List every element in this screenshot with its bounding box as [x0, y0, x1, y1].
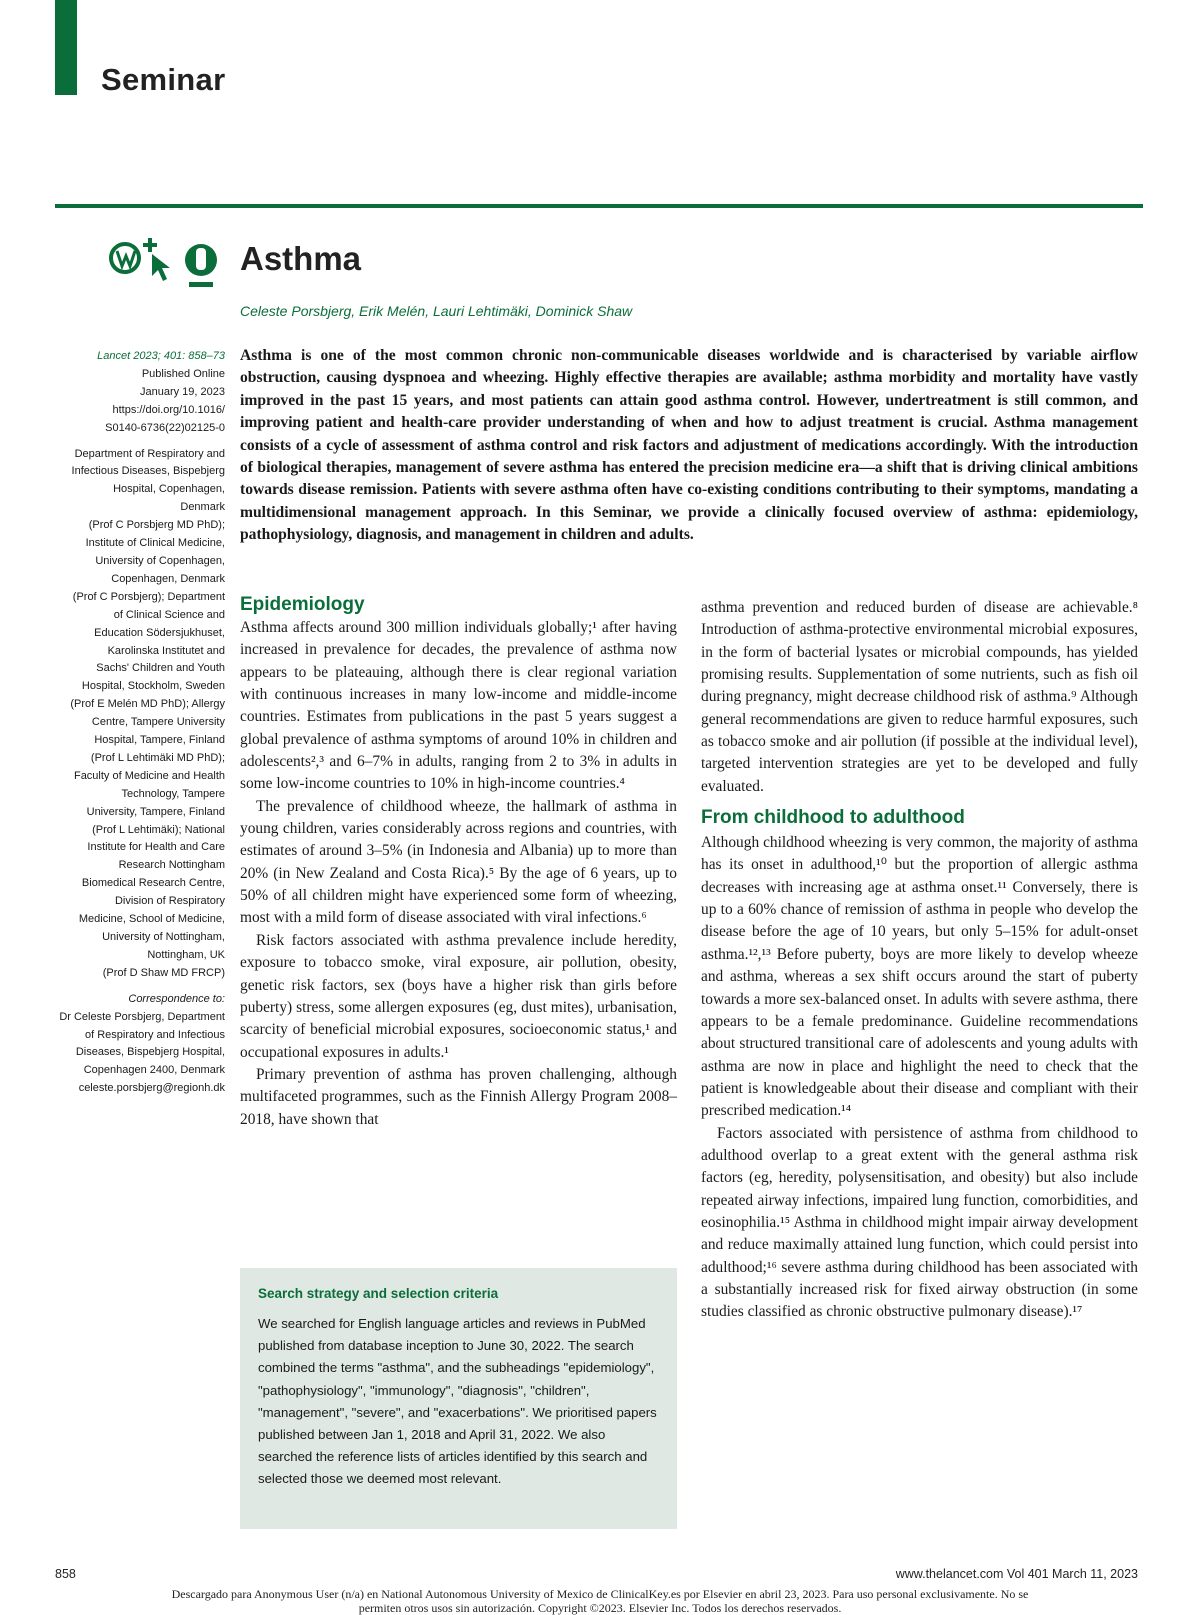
open-access-icon [111, 238, 157, 272]
paragraph: Factors associated with persistence of asthma from childhood to adulthood overlap to a great extent with the general asthma risk factors (eg, heredity, polysensitisation, and obesity) but also include repeated airway infections, impaired lung function, comorbidities, and eosinophilia.¹⁵ Asthma in childhood might impair airway development and reduce maximally attained lung function, which could persist into adulthood;¹⁶ severe asthma during childhood has been associated with a substantially increased risk for fixed airway obstruction (in some studies classified as chronic obstructive pulmonary disease).¹⁷ [701, 1124, 1138, 1321]
header-rule [55, 204, 1143, 208]
citation: Lancet 2023; 401: 858–73 [97, 350, 225, 362]
cursor-icon [152, 254, 170, 281]
sidebar-metadata [44, 348, 225, 1098]
published-date: January 19, 2023 [139, 385, 225, 398]
email-link[interactable]: celeste.porsbjerg@regionh.dk [78, 1082, 225, 1095]
paragraph: The prevalence of childhood wheeze, the hallmark of asthma in young children, varies considerably across regions and countries, with estimates of around 3–5% (in Indonesia and Albania) up to more than 20% (in New Zealand and Costa Rica).⁵ By the age of 6 years, up to 50% of all children might have experienced some form of wheezing, most with a mild form of disease associated with viral infections.⁶ [240, 797, 677, 927]
section-heading-epidemiology: Epidemiology [240, 594, 365, 615]
crossmark-icon [185, 244, 217, 287]
header-accent-bar [55, 0, 77, 95]
column-right [701, 597, 1138, 1324]
panel-title: Search strategy and selection criteria [258, 1286, 499, 1301]
paragraph: Asthma affects around 300 million individuals globally;¹ after having increased in prevalence for decades, the prevalence of asthma now appears to be plateauing, although there is clear regional variation with continuous increases in many low-income and middle-income countries. Estimates from publications in the past 5 years suggest a global prevalence of asthma symptoms of around 10% in children and adolescents²,³ and 6–7% in adults, ranging from 2 to 3% in adults in some low-income countries to 10% in high-income countries.⁴ [240, 619, 677, 793]
paragraph: Risk factors associated with asthma prevalence include heredity, exposure to tobacco smoke, viral exposure, air pollution, obesity, genetic risk factors, sex (boys have a higher risk than girls before puberty) stress, some allergen exposures (eg, dust mites), urbanisation, scarcity of beneficial microbial exposures, socioeconomic status,¹ and occupational exposures in adults.¹ [240, 931, 677, 1061]
journal-reference: www.thelancet.com Vol 401 March 11, 2023 [895, 1567, 1138, 1581]
section-heading-childhood: From childhood to adulthood [701, 807, 965, 829]
download-notice: Descargado para Anonymous User (n/a) en National Autonomous University of Mexico de ClinicalKey.es por Elsevier en abril 23, 2023. Para uso personal exclusivamente. No se permiten otros usos sin autorización. Copyright ©2023. Elsevier Inc. Todos los derechos reservados. [171, 1587, 1029, 1615]
affiliations: Department of Respiratory and Infectious Diseases, Bispebjerg Hospital, Copenhagen, Denmark (Prof C Porsbjerg MD PhD); Institute of Clinical Medicine, University of Copenhagen, Copenhagen, Denmark (Prof C Porsbjerg); Department of Clinical Science and Education Södersjukhuset, Karolinska Institutet and Sachs' Children and Youth Hospital, Stockholm, Sweden (Prof E Melén MD PhD); Allergy Centre, Tampere University Hospital, Tampere, Finland (Prof L Lehtimäki MD PhD); Faculty of Medicine and Health Technology, Tampere University, Tampere, Finland (Prof L Lehtimäki); National Institute for Health and Care Research Nottingham Biomedical Research Centre, Division of Respiratory Medicine, School of Medicine, University of Nottingham, Nottingham, UK (Prof D Shaw MD FRCP) [70, 447, 225, 979]
published-label: Published Online [141, 367, 225, 380]
doi-link-cont[interactable]: S0140-6736(22)02125-0 [105, 421, 225, 434]
panel-body: We searched for English language articles and reviews in PubMed published from database inception to June 30, 2022. The search combined the terms "asthma", and the subheadings "epidemiology", "pathophysiology", "immunology", "diagnosis", "children", "management", "severe", and "exacerbations". We prioritised papers published between Jan 1, 2018 and April 31, 2022. We also searched the reference lists of articles identified by this search and selected those we deemed most relevant. [258, 1316, 657, 1487]
doi-link[interactable]: https://doi.org/10.1016/ [112, 403, 225, 416]
paragraph: Primary prevention of asthma has proven challenging, although multifaceted programmes, such as the Finnish Allergy Program 2008–2018, have shown that [240, 1065, 677, 1128]
column-left [240, 593, 677, 1131]
correspondence-label: Correspondence to: [128, 992, 225, 1005]
paragraph: asthma prevention and reduced burden of disease are achievable.⁸ Introduction of asthma-protective environmental microbial exposures, in the form of bacterial lysates or microbial compounds, has yielded promising results. Supplementation of some nutrients, such as fish oil during pregnancy, might decrease childhood risk of asthma.⁹ Although general recommendations are given to reduce harmful exposures, such as tobacco smoke and air pollution (if possible at the individual level), targeted intervention strategies are yet to be developed and fully evaluated. [701, 599, 1138, 795]
author-list: Celeste Porsbjerg, Erik Melén, Lauri Lehtimäki, Dominick Shaw [240, 303, 633, 319]
search-strategy-panel [240, 1268, 677, 1529]
section-label: Seminar [101, 62, 226, 97]
abstract: Asthma is one of the most common chronic non-communicable diseases worldwide and is characterised by variable airflow obstruction, causing dyspnoea and wheezing. Highly effective therapies are available; asthma morbidity and mortality have vastly improved in the past 15 years, and most patients can attain good asthma control. However, undertreatment is still common, and improving patient and health-care provider understanding of when and how to adjust treatment is crucial. Asthma management consists of a cycle of assessment of asthma control and risk factors and adjustment of medications accordingly. With the introduction of biological therapies, management of severe asthma has entered the precision medicine era—a shift that is driving clinical ambitions towards disease remission. Patients with severe asthma often have co-existing conditions contributing to their symptoms, mandating a multidimensional management approach. In this Seminar, we provide a clinically focused overview of asthma: epidemiology, pathophysiology, diagnosis, and management in children and adults. [240, 347, 1138, 544]
page-number: 858 [55, 1567, 76, 1581]
article-title: Asthma [240, 240, 362, 277]
article-logos [108, 236, 226, 296]
correspondence: Dr Celeste Porsbjerg, Department of Respiratory and Infectious Diseases, Bispebjerg Hospital, Copenhagen 2400, Denmark celeste.porsbjerg@regionh.dk [44, 1009, 225, 1099]
paragraph: Although childhood wheezing is very common, the majority of asthma has its onset in adulthood,¹⁰ but the proportion of allergic asthma decreases with increasing age at asthma onset.¹¹ Conversely, there is up to a 60% chance of remission of asthma in people who develop the disease before the age of 10 years, but only 5–15% for adult-onset asthma.¹²,¹³ Before puberty, boys are more likely to develop wheeze and asthma, whereas a sex shift occurs around the start of puberty towards a more sex-balanced onset. In adults with severe asthma, there appears to be a female predominance. Guideline recommendations about structured transitional care of adolescents and young adults with asthma are now in place and highlight the need to check that the patient is knowledgeable about their disease and compliant with their prescribed medication.¹⁴ [701, 834, 1138, 1120]
